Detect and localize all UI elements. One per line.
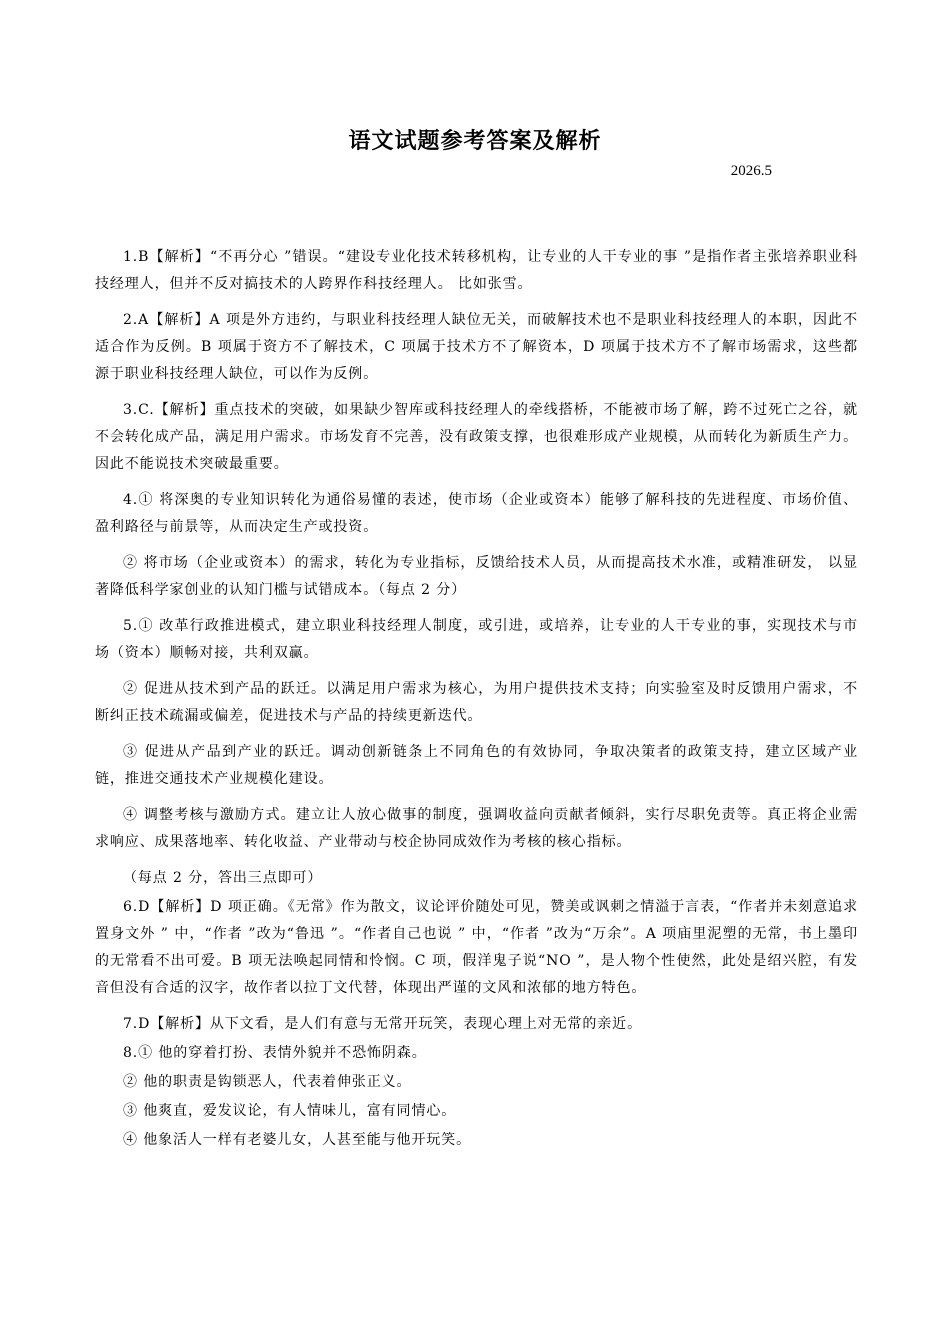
answer-q4-point1: 4.① 将深奥的专业知识转化为通俗易懂的表述，使市场（企业或资本）能够了解科技的先进程度、市场价值、盈利路径与前景等，从而决定生产或投资。 xyxy=(95,492,858,535)
answer-q5-point2: ② 促进从技术到产品的跃迁。以满足用户需求为核心，为用户提供技术支持；向实验室及时反馈用户需求，不断纠正技术疏漏或偏差，促进技术与产品的持续更新迭代。 xyxy=(95,681,858,724)
answer-q8-point4: ④ 他象活人一样有老婆儿女，人甚至能与他开玩笑。 xyxy=(123,1132,472,1148)
answer-q7: 7.D【解析】从下文看，是人们有意与无常开玩笑，表现心理上对无常的亲近。 xyxy=(123,1016,642,1032)
answer-q8-point3: ③ 他爽直，爱发议论，有人情味儿，富有同情心。 xyxy=(123,1103,457,1119)
document-date: 2026.5 xyxy=(730,163,772,179)
answer-q5-scoring-note: （每点 2 分，答出三点即可） xyxy=(123,870,323,886)
answer-q5-point1: 5.① 改革行政推进模式，建立职业科技经理人制度，或引进，或培养，让专业的人干专业的事，实现技术与市场（资本）顺畅对接，共利双赢。 xyxy=(95,618,858,661)
answer-q3: 3.C.【解析】重点技术的突破，如果缺少智库或科技经理人的牵线搭桥，不能被市场了解，跨不过死亡之谷，就不会转化成产品，满足用户需求。市场发育不完善，没有政策支撑，也很难形成产业规模，从而转化为新质生产力。 因此不能说技术突破最重要。 xyxy=(95,402,858,472)
answer-q8-point2: ② 他的职责是钩锁恶人，代表着伸张正义。 xyxy=(123,1074,412,1090)
answer-q5-point4: ④ 调整考核与激励方式。建立让人放心做事的制度，强调收益向贡献者倾斜，实行尽职免责等。真正将企业需求响应、成果落地率、转化收益、产业带动与校企协同成效作为考核的核心指标。 xyxy=(95,807,858,850)
answer-q1: 1.B【解析】“不再分心 ”错误。“建设专业化技术转移机构，让专业的人干专业的事 ”是指作者主张培养职业科技经理人，但并不反对搞技术的人跨界作科技经理人。 比如张雪。 xyxy=(95,249,858,292)
page-title: 语文试题参考答案及解析 xyxy=(348,129,602,154)
answer-body xyxy=(95,244,858,1156)
answer-q5-point3: ③ 促进从产品到产业的跃迁。调动创新链条上不同角色的有效协同，争取决策者的政策支持，建立区域产业链，推进交通技术产业规模化建设。 xyxy=(95,744,858,787)
answer-q8-point1: 8.① 他的穿着打扮、表情外貌并不恐怖阴森。 xyxy=(123,1045,427,1061)
answer-q2: 2.A【解析】A 项是外方违约，与职业科技经理人缺位无关，而破解技术也不是职业科技经理人的本职，因此不适合作为反例。B 项属于资方不了解技术，C 项属于技术方不了解资本，D 项属于技术方不了解市场需求，这些都源于职业科技经理人缺位，可以作为反例。 xyxy=(95,312,858,382)
answer-q6: 6.D【解析】D 项正确。《无常》作为散文，议论评价随处可见，赞美或讽刺之情溢于言表，“作者并未刻意追求置身文外 ” 中，“作者 ”改为“鲁迅 ”。“作者自己也说 ” 中，“作者 ”改为“万余”。A 项庙里泥塑的无常，书上墨印的无常看不出可爱。B 项无法唤起同情和怜悯。C 项，假洋鬼子说“NO ”，是人物个性使然，此处是绍兴腔，有发音但没有合适的汉字，故作者以拉丁文代替，体现出严谨的文风和浓郁的地方特色。 xyxy=(95,899,858,996)
answer-q4-point2: ② 将市场（企业或资本）的需求，转化为专业指标，反馈给技术人员，从而提高技术水准，或精准研发， 以显著降低科学家创业的认知门槛与试错成本。（每点 2 分） xyxy=(95,555,858,598)
